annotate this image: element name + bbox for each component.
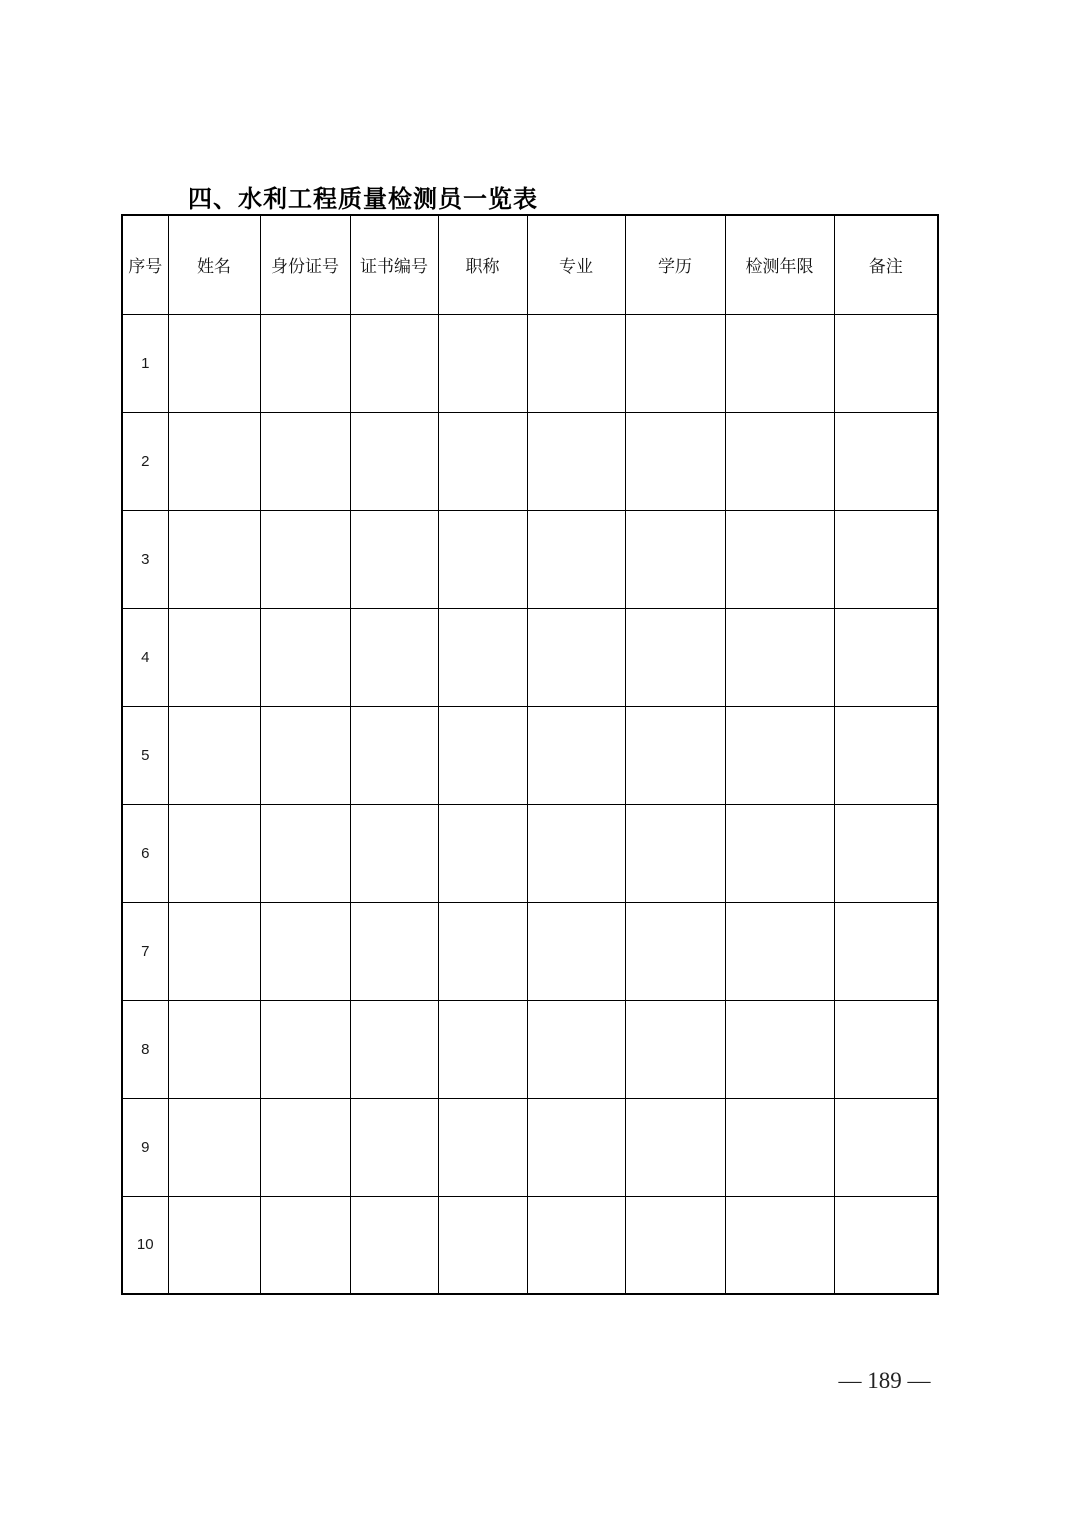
empty-cell: [260, 804, 350, 902]
empty-cell: [168, 314, 260, 412]
header-cell-education: 学历: [625, 215, 725, 314]
empty-cell: [725, 1196, 834, 1294]
empty-cell: [168, 1000, 260, 1098]
table-row: [122, 608, 938, 706]
row-number-cell: 4: [122, 608, 168, 706]
table-body: [122, 314, 938, 1294]
empty-cell: [625, 1000, 725, 1098]
row-number-cell: 6: [122, 804, 168, 902]
row-number-cell: 5: [122, 706, 168, 804]
table-row: [122, 1196, 938, 1294]
empty-cell: [260, 1098, 350, 1196]
empty-cell: [527, 608, 625, 706]
empty-cell: [168, 608, 260, 706]
row-number-cell: 1: [122, 314, 168, 412]
empty-cell: [350, 412, 438, 510]
empty-cell: [527, 510, 625, 608]
empty-cell: [527, 1098, 625, 1196]
empty-cell: [834, 1196, 938, 1294]
empty-cell: [725, 804, 834, 902]
table-row: [122, 902, 938, 1000]
empty-cell: [625, 608, 725, 706]
empty-cell: [260, 1000, 350, 1098]
empty-cell: [438, 1000, 527, 1098]
empty-cell: [625, 412, 725, 510]
row-number-cell: 7: [122, 902, 168, 1000]
page-title: 四、水利工程质量检测员一览表: [188, 186, 538, 213]
empty-cell: [625, 1196, 725, 1294]
empty-cell: [260, 1196, 350, 1294]
empty-cell: [438, 706, 527, 804]
empty-cell: [527, 1196, 625, 1294]
inspectors-table: [121, 214, 939, 1295]
empty-cell: [625, 902, 725, 1000]
empty-cell: [527, 902, 625, 1000]
table-row: [122, 1000, 938, 1098]
header-cell-testing-years: 检测年限: [725, 215, 834, 314]
empty-cell: [350, 1098, 438, 1196]
empty-cell: [625, 314, 725, 412]
header-cell-remarks: 备注: [834, 215, 938, 314]
empty-cell: [350, 608, 438, 706]
empty-cell: [725, 412, 834, 510]
empty-cell: [168, 412, 260, 510]
empty-cell: [625, 706, 725, 804]
empty-cell: [725, 1000, 834, 1098]
empty-cell: [260, 314, 350, 412]
header-cell-title: 职称: [438, 215, 527, 314]
empty-cell: [168, 1098, 260, 1196]
empty-cell: [350, 902, 438, 1000]
empty-cell: [438, 412, 527, 510]
table-row: [122, 314, 938, 412]
empty-cell: [438, 608, 527, 706]
empty-cell: [527, 1000, 625, 1098]
table-row: [122, 1098, 938, 1196]
row-number-cell: 9: [122, 1098, 168, 1196]
empty-cell: [260, 608, 350, 706]
header-cell-certificate-number: 证书编号: [350, 215, 438, 314]
empty-cell: [625, 1098, 725, 1196]
empty-cell: [168, 706, 260, 804]
header-cell-id-number: 身份证号: [260, 215, 350, 314]
empty-cell: [834, 1098, 938, 1196]
header-row: [122, 215, 938, 314]
empty-cell: [725, 314, 834, 412]
empty-cell: [438, 1196, 527, 1294]
row-number-cell: 2: [122, 412, 168, 510]
empty-cell: [350, 314, 438, 412]
page-number: — 189 —: [838, 1368, 931, 1393]
row-number-cell: 8: [122, 1000, 168, 1098]
empty-cell: [834, 706, 938, 804]
empty-cell: [260, 510, 350, 608]
empty-cell: [725, 608, 834, 706]
empty-cell: [834, 314, 938, 412]
empty-cell: [834, 608, 938, 706]
empty-cell: [260, 412, 350, 510]
empty-cell: [834, 902, 938, 1000]
empty-cell: [625, 804, 725, 902]
empty-cell: [834, 510, 938, 608]
table-row: [122, 706, 938, 804]
table-row: [122, 412, 938, 510]
empty-cell: [527, 412, 625, 510]
empty-cell: [725, 902, 834, 1000]
empty-cell: [438, 314, 527, 412]
empty-cell: [260, 706, 350, 804]
empty-cell: [168, 902, 260, 1000]
empty-cell: [834, 412, 938, 510]
empty-cell: [625, 510, 725, 608]
empty-cell: [438, 902, 527, 1000]
table-row: [122, 804, 938, 902]
empty-cell: [725, 1098, 834, 1196]
empty-cell: [834, 1000, 938, 1098]
table-row: [122, 510, 938, 608]
empty-cell: [725, 706, 834, 804]
row-number-cell: 10: [122, 1196, 168, 1294]
header-cell-specialty: 专业: [527, 215, 625, 314]
empty-cell: [527, 706, 625, 804]
empty-cell: [725, 510, 834, 608]
empty-cell: [168, 804, 260, 902]
row-number-cell: 3: [122, 510, 168, 608]
empty-cell: [438, 804, 527, 902]
header-cell-no: 序号: [122, 215, 168, 314]
empty-cell: [168, 510, 260, 608]
header-cell-name: 姓名: [168, 215, 260, 314]
empty-cell: [168, 1196, 260, 1294]
empty-cell: [350, 1000, 438, 1098]
empty-cell: [260, 902, 350, 1000]
empty-cell: [350, 804, 438, 902]
empty-cell: [350, 1196, 438, 1294]
empty-cell: [350, 706, 438, 804]
empty-cell: [350, 510, 438, 608]
empty-cell: [438, 510, 527, 608]
empty-cell: [527, 804, 625, 902]
empty-cell: [527, 314, 625, 412]
empty-cell: [438, 1098, 527, 1196]
empty-cell: [834, 804, 938, 902]
